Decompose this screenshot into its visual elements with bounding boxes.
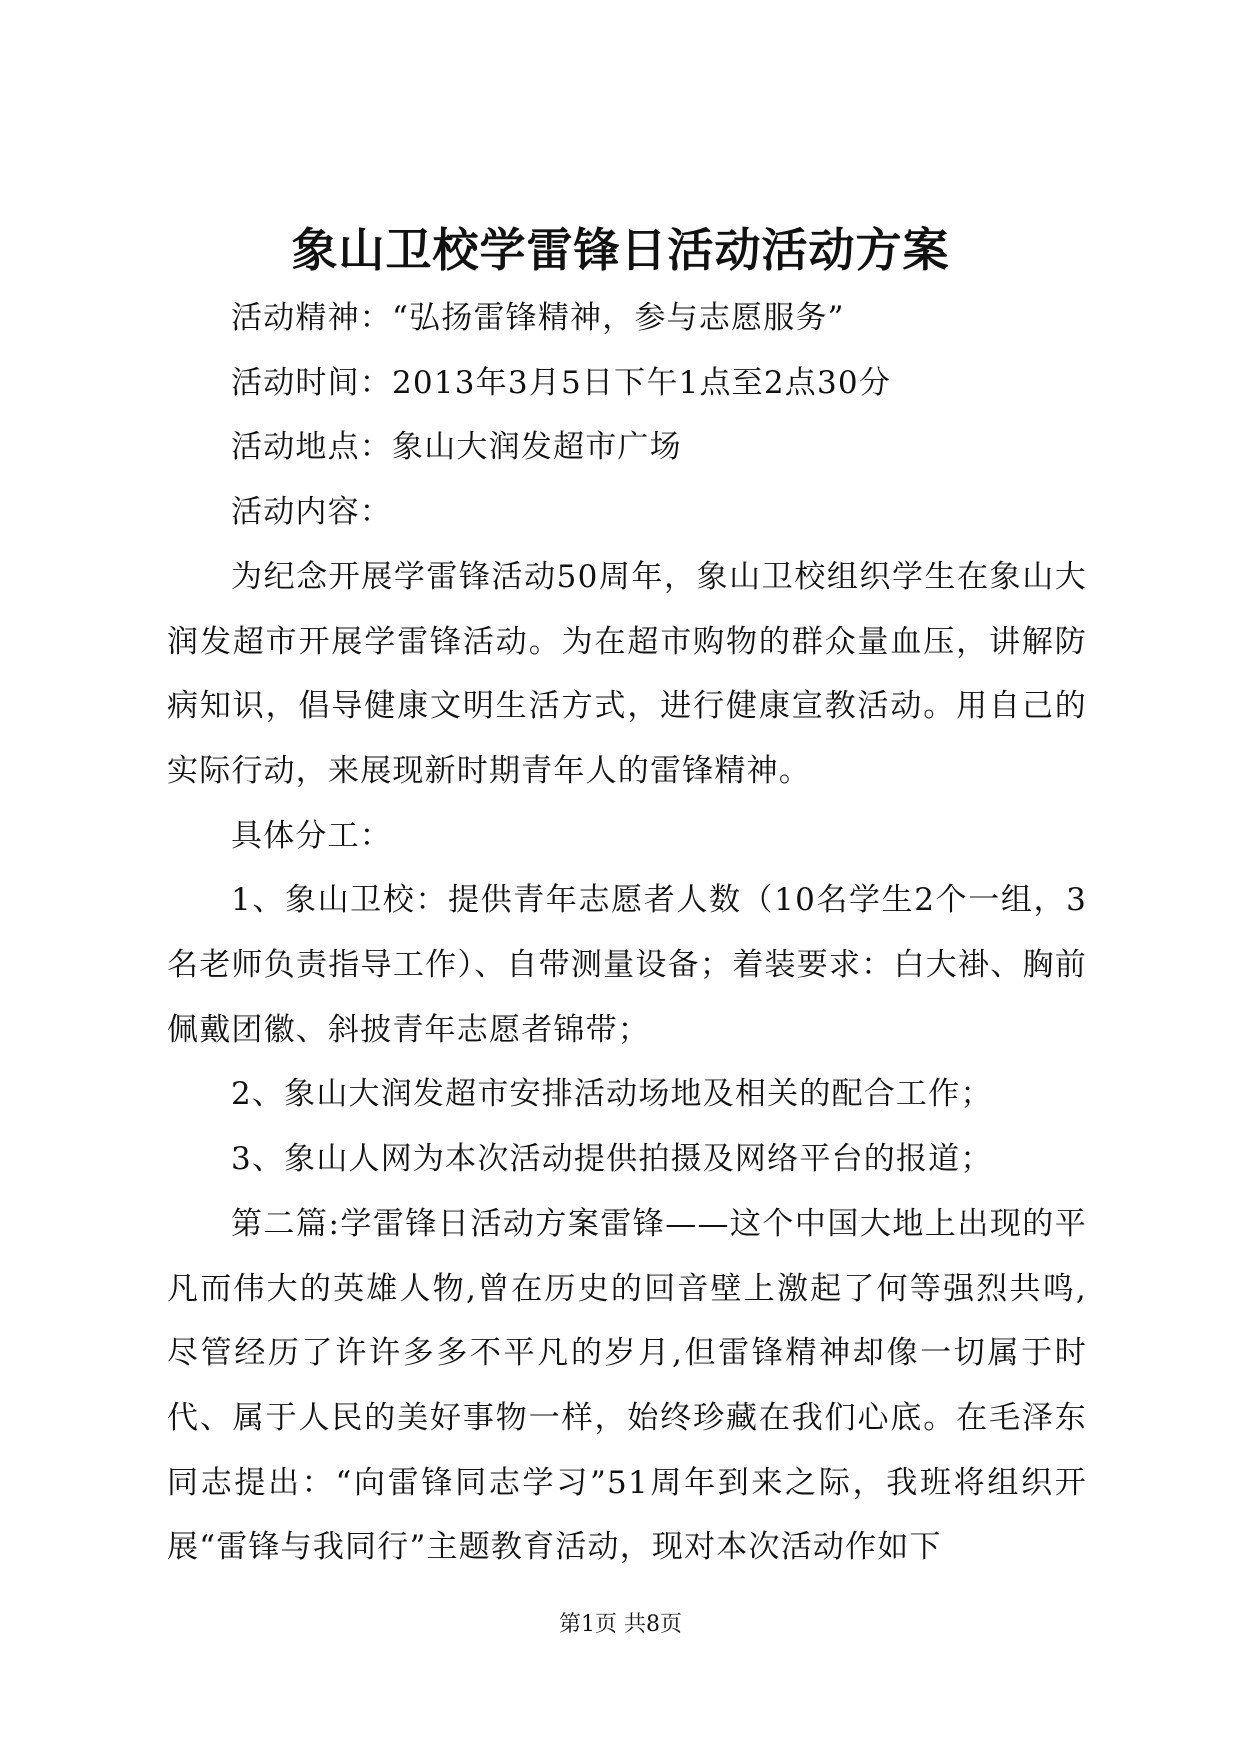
page-number-footer: 第1页 共8页: [559, 1612, 682, 1637]
paragraph-activity-location: 活动地点：象山大润发超市广场: [231, 429, 682, 466]
paragraph-second-article: 第二篇:学雷锋日活动方案雷锋——这个中国大地上出现的平凡而伟大的英雄人物,曾在历史的回音壁上激起了何等强烈共鸣,尽管经历了许许多多不平凡的岁月,但雷锋精神却像一切属于时代、属于人民的美好事物一样，始终珍藏在我们心底。在毛泽东同志提出：“向雷锋同志学习”51周年到来之际，我班将组织开展“雷锋与我同行”主题教育活动，现对本次活动作如下: [167, 1205, 1087, 1566]
paragraph-activity-spirit: 活动精神：“弘扬雷锋精神，参与志愿服务”: [231, 300, 845, 336]
paragraph-activity-content-heading: 活动内容：: [231, 494, 392, 531]
paragraph-division-item-3: 3、象山人网为本次活动提供拍摄及网络平台的报道；: [231, 1141, 993, 1178]
document-body: [167, 286, 1087, 1580]
document-title: 象山卫校学雷锋日活动活动方案: [291, 223, 950, 277]
paragraph-division-item-1: 1、象山卫校：提供青年志愿者人数（10名学生2个一组，3名老师负责指导工作）、自带测量设备；着装要求：白大褂、胸前佩戴团徽、斜披青年志愿者锦带；: [167, 882, 1087, 1048]
paragraph-division-item-2: 2、象山大润发超市安排活动场地及相关的配合工作；: [231, 1076, 993, 1113]
paragraph-division-heading: 具体分工：: [231, 817, 392, 854]
paragraph-activity-content: 为纪念开展学雷锋活动50周年，象山卫校组织学生在象山大润发超市开展学雷锋活动。为在超市购物的群众量血压，讲解防病知识，倡导健康文明生活方式，进行健康宣教活动。用自己的实际行动，来展现新时期青年人的雷锋精神。: [167, 558, 1087, 789]
paragraph-activity-time: 活动时间：2013年3月5日下午1点至2点30分: [231, 364, 892, 401]
